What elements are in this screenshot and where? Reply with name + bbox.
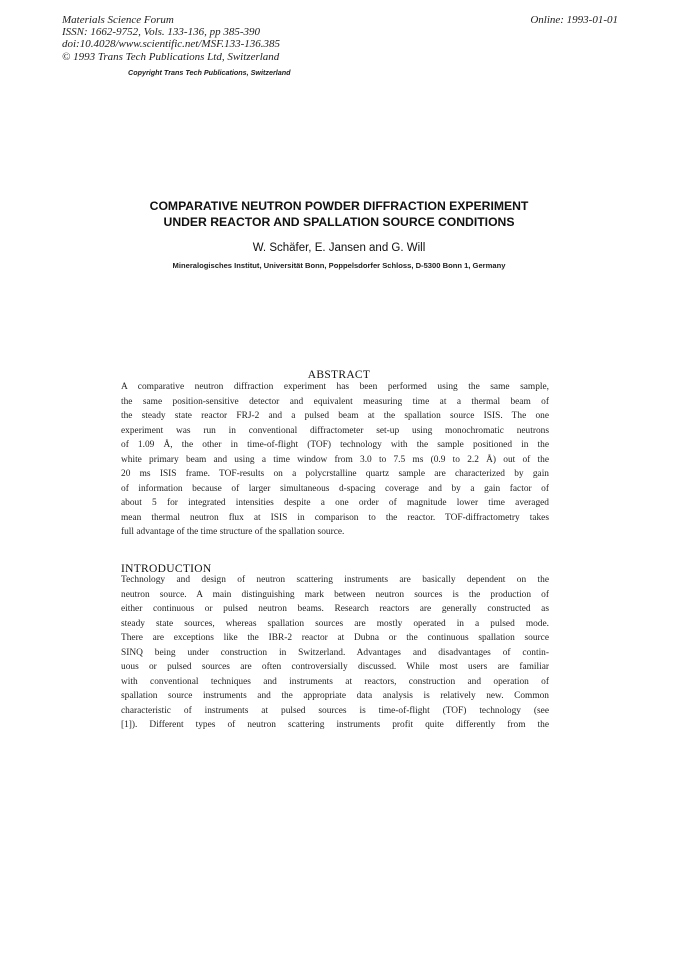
abstract-heading: ABSTRACT bbox=[307, 369, 371, 381]
introduction-line: SINQ being under construction in Switzerland. Advantages and disadvantages of contin- bbox=[121, 647, 549, 658]
paper-title bbox=[0, 199, 678, 230]
introduction-line: [1]). Different types of neutron scattering instruments profit quite differently from the bbox=[121, 720, 549, 731]
doi-line[interactable]: doi:10.4028/www.scientific.net/MSF.133-136.385 bbox=[62, 38, 281, 51]
abstract-line: of 1.09 Å, the other in time-of-flight (TOF) technology with the sample positioned in the bbox=[121, 440, 549, 451]
introduction-line: spallation source instruments and the appropriate data analysis is relatively new. Common bbox=[121, 691, 549, 702]
introduction-heading: INTRODUCTION bbox=[121, 563, 212, 575]
abstract-line: the steady state reactor FRJ-2 and a pulsed beam at the spallation source ISIS. The one bbox=[121, 411, 549, 422]
introduction-line: There are exceptions like the IBR-2 reactor at Dubna or the continuous spallation source bbox=[121, 633, 549, 644]
authors: W. Schäfer, E. Jansen and G. Will bbox=[252, 242, 426, 254]
abstract-body bbox=[121, 380, 549, 540]
introduction-line: with conventional techniques and instruments at reactors, construction and operation of bbox=[121, 676, 549, 687]
introduction-line: steady state sources, whereas spallation sources are mostly operated in a pulsed mode. bbox=[121, 618, 549, 629]
citation-header bbox=[62, 14, 280, 63]
introduction-body bbox=[121, 573, 549, 733]
introduction-line: either continuous or pulsed neutron beams. Research reactors are generally constructed as bbox=[121, 604, 549, 615]
abstract-line: A comparative neutron diffraction experiment has been performed using the same sample, bbox=[121, 382, 549, 392]
title-line: UNDER REACTOR AND SPALLATION SOURCE CONDITIONS bbox=[163, 214, 515, 229]
abstract-line: the same position-sensitive detector and equivalent measuring time at a thermal beam of bbox=[121, 396, 549, 407]
online-date: Online: 1993-01-01 bbox=[530, 14, 618, 26]
introduction-line: characteristic of instruments at pulsed sources is time-of-flight (TOF) technology (see bbox=[121, 705, 549, 716]
abstract-line: experiment was run in conventional diffractometer set-up using monochromatic neutrons bbox=[121, 425, 549, 436]
copyright-notice: Copyright Trans Tech Publications, Switzerland bbox=[128, 68, 291, 77]
abstract-line: full advantage of the time structure of the spallation source. bbox=[121, 527, 345, 538]
introduction-line: uous or pulsed sources are often controversially discussed. While most users are familiar bbox=[121, 662, 549, 673]
title-line: COMPARATIVE NEUTRON POWDER DIFFRACTION EXPERIMENT bbox=[149, 199, 529, 213]
publisher-line: © 1993 Trans Tech Publications Ltd, Switzerland bbox=[62, 50, 280, 63]
introduction-line: neutron source. A main distinguishing mark between neutron sources is the production of bbox=[121, 589, 549, 600]
introduction-line: Technology and design of neutron scattering instruments are basically dependent on the bbox=[121, 575, 549, 585]
journal-name: Materials Science Forum bbox=[62, 14, 174, 26]
abstract-line: mean thermal neutron flux at ISIS in comparison to the reactor. TOF-diffractometry takes bbox=[121, 512, 549, 523]
abstract-line: white primary beam and using a time window from 3.0 to 7.5 ms (0.9 to 2.2 Å) out of the bbox=[121, 454, 549, 465]
issn-line: ISSN: 1662-9752, Vols. 133-136, pp 385-390 bbox=[62, 26, 260, 39]
affiliation: Mineralogisches Institut, Universität Bonn, Poppelsdorfer Schloss, D-5300 Bonn 1, Germany bbox=[172, 261, 506, 270]
abstract-line: 20 ms ISIS frame. TOF-results on a polycrstalline quartz sample are characterized by gain bbox=[121, 469, 549, 480]
abstract-line: of information because of larger simultaneous d-spacing coverage and by a gain factor of bbox=[121, 483, 549, 494]
abstract-line: about 5 for integrated intensities despite a one order of magnitude lower time averaged bbox=[121, 498, 549, 509]
